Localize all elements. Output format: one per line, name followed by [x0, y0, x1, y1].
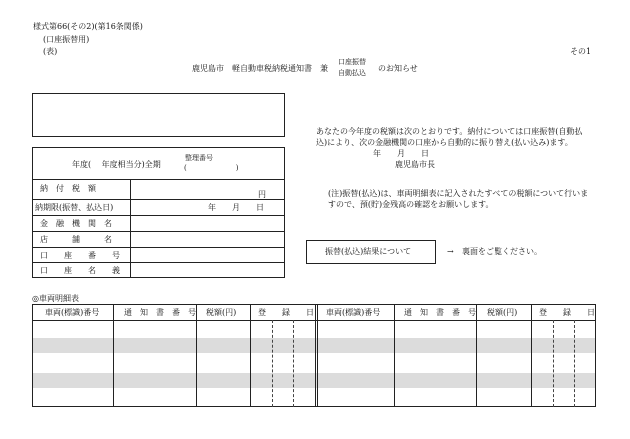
col-header-vehicle-number: 車両(標識)番号	[45, 308, 100, 317]
notice-line-2: 込)により、次の金融機関の口座から自動的に振り替え(払い込み)ます。	[316, 138, 573, 147]
address-box	[32, 93, 285, 137]
year-label: 年度( 年度相当分)全期	[72, 160, 161, 169]
col-header-tax-amount-2: 税額(円)	[487, 308, 518, 317]
row-label-tax-amount: 納 付 税 額	[40, 184, 96, 193]
title-option-transfer: 口座振替	[338, 58, 366, 66]
note-line-2: すので、預(貯)金残高の確認をお願いします。	[328, 200, 494, 209]
result-label: 振替(払込)結果について	[325, 247, 412, 256]
notice-date: 年 月 日	[373, 149, 429, 158]
arrow-right-icon: →	[447, 247, 454, 256]
row-value-due-date: 年 月 日	[208, 203, 264, 212]
col-header-registration-date: 登 録 日	[258, 308, 314, 317]
seiri-label: 整理番号	[185, 154, 213, 162]
form-title: 鹿児島市 軽自動車税納税通知書 兼	[192, 64, 328, 73]
result-refer: 裏面をご覧ください。	[462, 247, 542, 256]
note-line-1: (注)振替(払込)は、車両明細表に記入されたすべての税額について行いま	[328, 189, 589, 198]
col-header-notice-number: 通 知 書 番 号	[124, 308, 196, 317]
col-header-tax-amount: 税額(円)	[206, 308, 237, 317]
page-number: その1	[570, 47, 592, 56]
seiri-number: ( )	[184, 164, 239, 172]
form-number: 様式第66(その2)(第16条関係)	[33, 22, 143, 31]
row-label-bank-name: 金 融 機 関 名	[40, 219, 112, 228]
detail-section-title: ◎車両明細表	[32, 294, 79, 303]
row-label-account-number: 口 座 番 号	[40, 251, 120, 260]
usage-label: (口座振替用)	[43, 35, 90, 44]
title-suffix: のお知らせ	[378, 64, 418, 73]
col-header-notice-number-2: 通 知 書 番 号	[404, 308, 476, 317]
row-label-branch-name: 店 舗 名	[40, 235, 112, 244]
row-label-account-holder: 口 座 名 義	[40, 266, 120, 275]
notice-mayor: 鹿児島市長	[395, 160, 435, 169]
col-header-vehicle-number-2: 車両(標識)番号	[326, 308, 381, 317]
title-option-autopay: 自動払込	[338, 69, 366, 77]
row-label-due-date: 納期限(振替、払込日)	[35, 203, 114, 212]
notice-line-1: あなたの今年度の税額は次のとおりです。納付については口座振替(自動払	[316, 127, 583, 136]
row-value-tax-amount: 円	[258, 190, 266, 199]
col-header-registration-date-2: 登 録 日	[539, 308, 595, 317]
side-label: (表)	[43, 47, 58, 56]
